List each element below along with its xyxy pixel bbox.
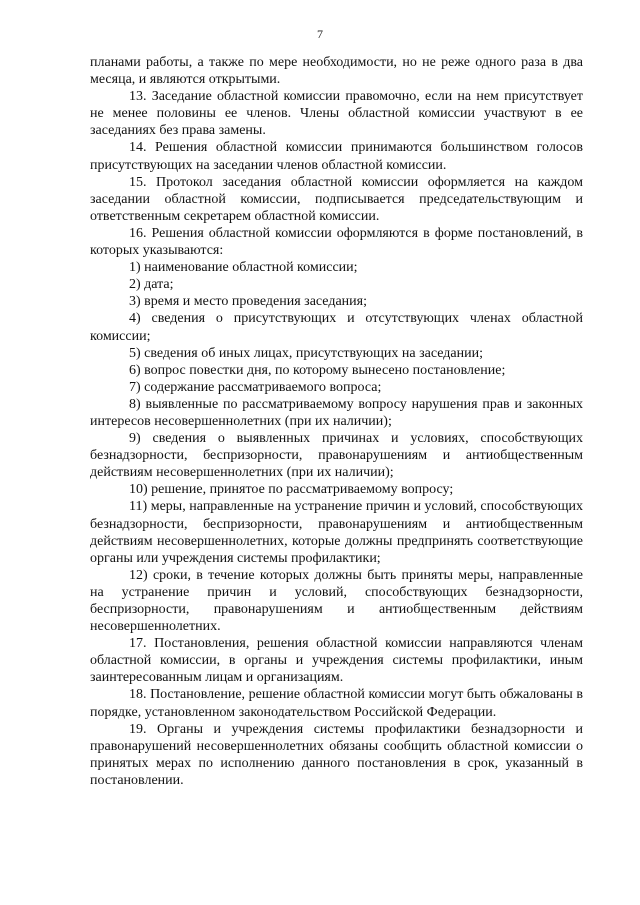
list-item-2: 2) дата; — [129, 277, 174, 293]
paragraph-13: 13. Заседание областной комиссии правомочно, если на нем присутствует не менее половины ее членов. Члены областной комиссии участвуют в ее заседаниях без права замены. — [90, 89, 583, 139]
list-item-3: 3) время и место проведения заседания; — [129, 294, 367, 310]
paragraph-14: 14. Решения областной комиссии принимаются большинством голосов присутствующих на заседании членов областной комиссии. — [90, 140, 583, 173]
list-item-12: 12) сроки, в течение которых должны быть приняты меры, направленные на устранение причин и условий, способствующих безнадзорности, беспризорности, правонарушениям и антиобщественным действиям несовершеннолетних. — [90, 567, 583, 635]
page-number: 7 — [317, 27, 323, 41]
paragraph-16: 16. Решения областной комиссии оформляются в форме постановлений, в которых указываются: — [90, 225, 583, 259]
paragraph-19: 19. Органы и учреждения системы профилактики безнадзорности и правонарушений несовершеннолетних обязаны сообщить областной комиссии о принятых мерах по исполнению данного постановления в срок, указанный в постановлении. — [90, 721, 583, 788]
list-item-9: 9) сведения о выявленных причинах и условиях, способствующих безнадзорности, беспризорности, правонарушениям и антиобщественным действиям несовершеннолетних (при их наличии); — [90, 431, 583, 481]
paragraph-continuation: планами работы, а также по мере необходимости, но не реже одного раза в два месяца, и являются открытыми. — [90, 55, 583, 88]
paragraph-17: 17. Постановления, решения областной комиссии направляются членам областной комиссии, в органы и учреждения системы профилактики, иным заинтересованным лицам и организациям. — [90, 636, 583, 686]
list-item-5: 5) сведения об иных лицах, присутствующих на заседании; — [129, 345, 483, 361]
list-item-11: 11) меры, направленные на устранение причин и условий, способствующих безнадзорности, беспризорности, правонарушениям и антиобщественным действиям несовершеннолетних, которые должны предпринять соответствующие органы или учреждения системы профилактики; — [90, 499, 583, 566]
list-item-1: 1) наименование областной комиссии; — [129, 260, 358, 276]
list-item-8: 8) выявленные по рассматриваемому вопросу нарушения прав и законных интересов несовершеннолетних (при их наличии); — [90, 396, 583, 429]
paragraph-18: 18. Постановление, решение областной комиссии могут быть обжалованы в порядке, установленном законодательством Российской Федерации. — [90, 687, 583, 720]
document-body — [90, 54, 583, 789]
list-item-6: 6) вопрос повестки дня, по которому вынесено постановление; — [129, 362, 506, 378]
list-item-4: 4) сведения о присутствующих и отсутствующих членах областной комиссии; — [90, 311, 583, 344]
list-item-10: 10) решение, принятое по рассматриваемому вопросу; — [129, 482, 454, 498]
list-item-7: 7) содержание рассматриваемого вопроса; — [129, 379, 382, 395]
paragraph-15: 15. Протокол заседания областной комиссии оформляется на каждом заседании областной комиссии, подписывается председательствующим и ответственным секретарем областной комиссии. — [90, 174, 583, 224]
